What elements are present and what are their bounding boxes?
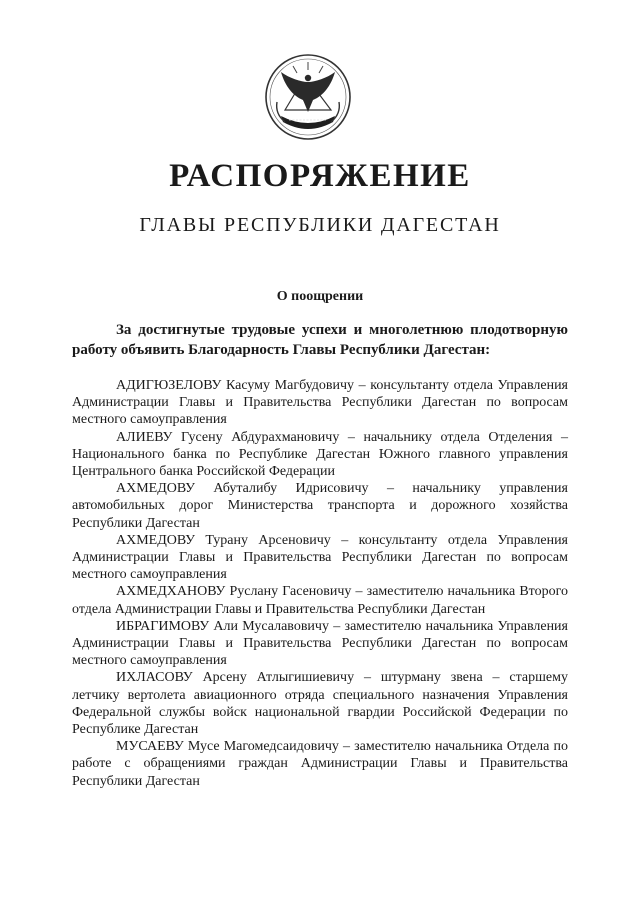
awardee-list [72,377,568,790]
document-subtitle: ГЛАВЫ РЕСПУБЛИКИ ДАГЕСТАН [139,214,501,236]
list-item: АХМЕДОВУ Абуталибу Идрисовичу – начальнику управления автомобильных дорог Министерства транспорта и дорожного хозяйства Республики Дагестан [72,481,568,531]
document-subject: О поощрении [276,289,364,304]
list-item: АХМЕДОВУ Турану Арсеновичу – консультанту отдела Управления Администрации Главы и Правительства Республики Дагестан по вопросам местного самоуправления [72,532,568,583]
list-item: МУСАЕВУ Мусе Магомедсаидовичу – заместителю начальника Отдела по работе с обращениями граждан Администрации Главы и Правительства Республики Дагестан [72,739,568,789]
eagle-emblem-icon [263,52,353,142]
coat-of-arms-emblem [263,52,353,142]
intro-paragraph: За достигнутые трудовые успехи и многолетнюю плодотворную работу объявить Благодарность Главы Республики Дагестан: [72,322,568,358]
document-title: РАСПОРЯЖЕНИЕ [169,158,471,194]
list-item: АХМЕДХАНОВУ Руслану Гасеновичу – заместителю начальника Второго отдела Администрации Главы и Правительства Республики Дагестан [72,584,568,617]
list-item: ИХЛАСОВУ Арсену Атлыгишиевичу – штурману звена – старшему летчику вертолета авиационного отряда специального назначения Управления Федеральной службы войск национальной гвардии Российской Федерации по Республике Дагестан [72,670,568,738]
list-item: АЛИЕВУ Гусену Абдурахмановичу – начальнику отдела Отделения – Национального банка по Республике Дагестан Южного главного управления Центрального банка Российской Федерации [72,429,568,480]
list-item: ИБРАГИМОВУ Али Мусалавовичу – заместителю начальника Управления Администрации Главы и Правительства Республики Дагестан по вопросам местного самоуправления [72,618,568,669]
list-item: АДИГЮЗЕЛОВУ Касуму Магбудовичу – консультанту отдела Управления Администрации Главы и Правительства Республики Дагестан по вопросам местного самоуправления [72,378,568,428]
